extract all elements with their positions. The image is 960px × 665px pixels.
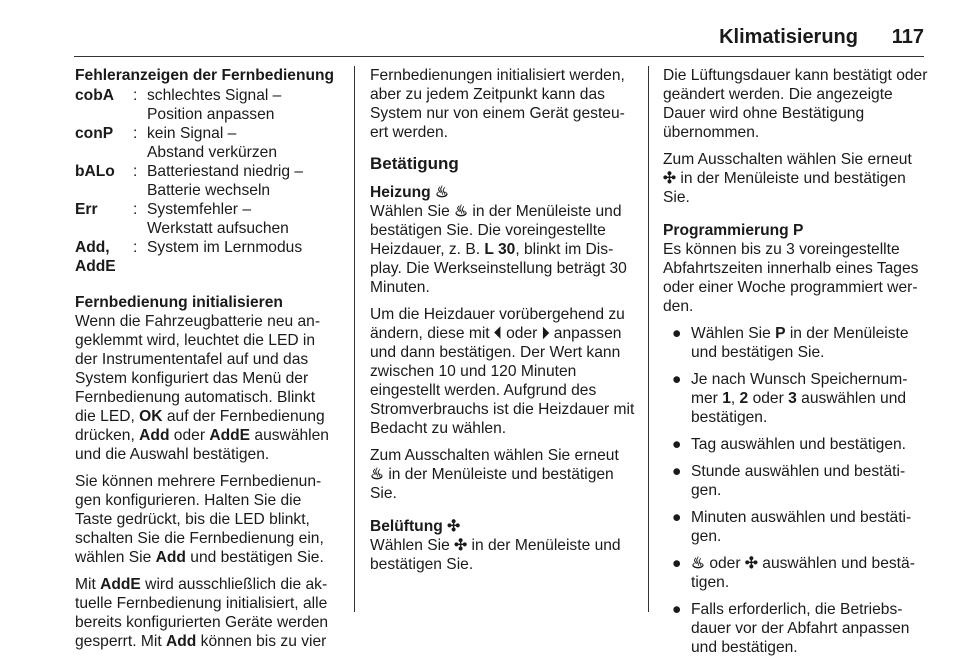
ventilation-paragraph-3: Zum Ausschalten wählen Sie erneut ✣ in der Menüleiste und bestätigen Sie.: [663, 151, 912, 206]
heating-heading: Heizung ♨: [370, 184, 449, 201]
bullet-icon: ●: [672, 371, 682, 388]
bullet-icon: ●: [672, 463, 682, 480]
error-code: Add, AddE: [75, 239, 116, 275]
ventilation-paragraph-1: Wählen Sie ✣ in der Menüleiste und bestätigen Sie.: [370, 537, 621, 573]
error-codes-heading: Fehleranzeigen der Fernbedienung: [75, 67, 335, 84]
table-row: [75, 86, 337, 124]
init-paragraph-1: Wenn die Fahrzeugbatterie neu angeklemmt wird, leuchtet die LED in der Instrumententafel auf und das System konfiguriert das Menü der Fernbedienung automatisch. Blinkt die LED, OK auf der Fernbedienung drücken, Add oder AddE auswählen und die Auswahl bestätigen.: [75, 313, 329, 463]
error-codes-table: [75, 86, 337, 276]
bullet-icon: ●: [672, 509, 682, 526]
bullet-icon: ●: [672, 325, 682, 342]
list-item: ● Stunde auswählen und bestätigen.: [672, 463, 906, 499]
list-item: ● Je nach Wunsch Speichernummer 1, 2 oder 3 auswählen und bestätigen.: [672, 371, 908, 426]
table-row: [75, 238, 337, 276]
table-row: [75, 162, 337, 200]
init-heading: Fernbedienung initialisieren: [75, 294, 283, 311]
column-3: [663, 66, 929, 665]
separator: :: [133, 125, 138, 142]
bullet-icon: ●: [672, 601, 682, 618]
list-item: ● ♨ oder ✣ auswählen und bestätigen.: [672, 555, 915, 591]
error-code: Err: [75, 201, 98, 218]
heat-icon: ♨: [434, 184, 449, 201]
programming-steps: [663, 324, 929, 657]
init-paragraph-3: Mit AddE wird ausschließlich die aktuelle Fernbedienung initialisiert, alle bereits konfigurierten Geräte werden gesperrt. Mit Add können bis zu vier: [75, 576, 329, 650]
heat-icon: ♨: [454, 203, 469, 220]
page-header: [0, 28, 960, 56]
column-1: [75, 66, 337, 659]
bullet-icon: ●: [672, 436, 682, 453]
separator: :: [133, 87, 138, 104]
heating-paragraph-2: Um die Heizdauer vorübergehend zu ändern, diese mit ⏴ oder ⏵ anpassen und dann bestätigen. Der Wert kann zwischen 10 und 120 Minuten eingestellt werden. Aufgrund des Stromverbrauchs ist die Heizdauer mit Bedacht zu wählen.: [370, 306, 635, 437]
fan-icon: ✣: [663, 170, 677, 187]
minus-arrow-icon: ⏴: [493, 325, 502, 342]
separator: :: [133, 201, 138, 218]
list-item: ● Wählen Sie P in der Menüleiste und bestätigen Sie.: [672, 325, 909, 361]
column-divider-1: [354, 66, 355, 612]
error-description: Batteriestand niedrig – Batterie wechseln: [147, 163, 304, 199]
error-code: bALo: [75, 163, 115, 180]
separator: :: [133, 163, 138, 180]
error-code: conP: [75, 125, 114, 142]
error-description: System im Lernmodus: [147, 239, 303, 256]
fan-icon: ✣: [447, 518, 461, 535]
column-2: [370, 66, 636, 582]
programming-paragraph: Es können bis zu 3 voreingestellte Abfahrtszeiten innerhalb eines Tages oder einer Woche programmiert werden.: [663, 241, 919, 315]
list-item: ● Falls erforderlich, die Betriebsdauer vor der Abfahrt anpassen und bestätigen.: [672, 601, 910, 656]
list-item: ● Tag auswählen und bestätigen.: [672, 436, 907, 453]
programming-heading: Programmierung P: [663, 222, 804, 239]
chapter-title: Klimatisierung: [719, 26, 858, 48]
heat-icon: ♨: [691, 555, 705, 572]
init-paragraph-2: Sie können mehrere Fernbedienungen konfigurieren. Halten Sie die Taste gedrückt, bis die LED blinkt, schalten Sie die Fernbedienung ein, wählen Sie Add und bestätigen Sie.: [75, 473, 324, 566]
init-paragraph-continued: Fernbedienungen initialisiert werden, aber zu jedem Zeitpunkt kann das System nur von einem Gerät gesteuert werden.: [370, 67, 625, 141]
section-heading-operation: Betätigung: [370, 154, 459, 173]
error-description: Systemfehler – Werkstatt aufsuchen: [147, 201, 289, 237]
error-description: kein Signal – Abstand verkürzen: [147, 125, 278, 161]
error-description: schlechtes Signal – Position anpassen: [147, 87, 282, 123]
column-divider-2: [648, 66, 649, 612]
plus-arrow-icon: ⏵: [541, 325, 550, 342]
fan-icon: ✣: [454, 537, 468, 554]
header-divider: [74, 56, 924, 57]
page-number: 117: [891, 26, 924, 48]
error-code: cobA: [75, 87, 114, 104]
ventilation-paragraph-2: Die Lüftungsdauer kann bestätigt oder geändert werden. Die angezeigte Dauer wird ohne Bestätigung übernommen.: [663, 67, 928, 141]
ventilation-heading: Belüftung ✣: [370, 518, 461, 535]
fan-icon: ✣: [744, 555, 758, 572]
heat-icon: ♨: [370, 466, 384, 483]
table-row: [75, 124, 337, 162]
heating-paragraph-1: Wählen Sie ♨ in der Menüleiste und bestätigen Sie. Die voreingestellte Heizdauer, z. B. L 30, blinkt im Display. Die Werkseinstellung beträgt 30 Minuten.: [370, 203, 627, 296]
bullet-icon: ●: [672, 555, 682, 572]
list-item: ● Minuten auswählen und bestätigen.: [672, 509, 912, 545]
heating-paragraph-3: Zum Ausschalten wählen Sie erneut ♨ in der Menüleiste und bestätigen Sie.: [370, 447, 619, 502]
table-row: [75, 200, 337, 238]
separator: :: [133, 239, 138, 256]
